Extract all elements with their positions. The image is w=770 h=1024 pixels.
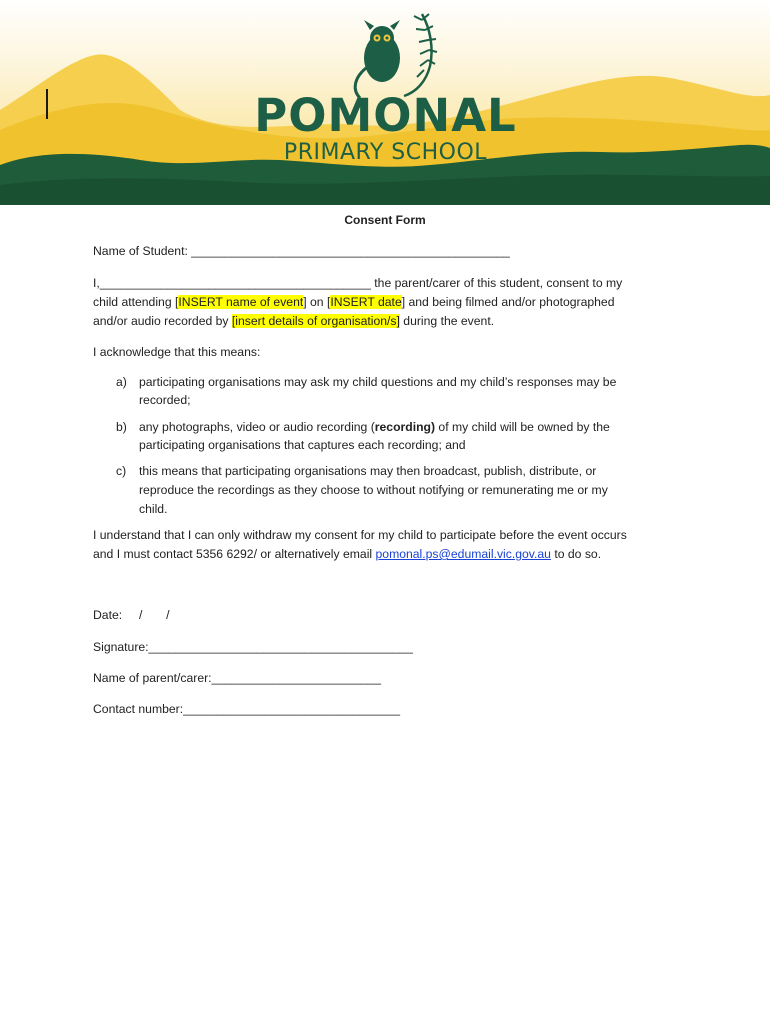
signature-field: Signature:_______________________________________ xyxy=(93,640,413,654)
list-marker-b: b) xyxy=(116,420,127,434)
school-subtitle: PRIMARY SCHOOL xyxy=(283,140,488,165)
acknowledge-heading: I acknowledge that this means: xyxy=(93,345,261,359)
list-item-a-line-2: recorded; xyxy=(139,393,191,407)
school-name: POMONAL xyxy=(254,89,517,142)
email-link[interactable]: pomonal.ps@edumail.vic.gov.au xyxy=(375,547,551,561)
form-title: Consent Form xyxy=(344,213,426,227)
list-item-c-line-3: child. xyxy=(139,502,168,516)
date-field: Date: / / xyxy=(93,608,170,622)
list-item-a-line-1: participating organisations may ask my child questions and my child’s responses may be xyxy=(139,375,617,389)
withdraw-line-1: I understand that I can only withdraw my consent for my child to participate before the event occurs xyxy=(93,528,627,542)
list-item-c-line-1: this means that participating organisations may then broadcast, publish, distribute, or xyxy=(139,464,597,478)
school-header-banner xyxy=(0,0,770,205)
withdraw-line-2: and I must contact 5356 6292/ or alternatively email pomonal.ps@edumail.vic.gov.au to do so. xyxy=(93,547,602,561)
organisation-placeholder: [insert details of organisation/s] xyxy=(231,314,400,328)
list-item-b-line-1: any photographs, video or audio recording (recording) of my child will be owned by the xyxy=(139,420,610,434)
event-name-placeholder: INSERT name of event xyxy=(178,295,304,309)
list-item-c-line-2: reproduce the recordings as they choose to without notifying or remunerating me or my xyxy=(139,483,608,497)
list-item-b-line-2: participating organisations that captures each recording; and xyxy=(139,438,466,452)
event-date-placeholder: INSERT date xyxy=(330,295,402,309)
contact-number-field: Contact number:________________________________ xyxy=(93,702,400,716)
text-cursor xyxy=(46,89,48,119)
list-marker-c: c) xyxy=(116,464,127,478)
parent-name-field: Name of parent/carer:_________________________ xyxy=(93,671,381,685)
consent-line-1: I,________________________________________ the parent/carer of this student, consent to my xyxy=(93,276,623,290)
student-name-field: Name of Student: _______________________________________________ xyxy=(93,244,510,258)
consent-line-2: child attending [INSERT name of event] on [INSERT date] and being filmed and/or photographed xyxy=(93,295,615,309)
consent-line-3: and/or audio recorded by [insert details of organisation/s] during the event. xyxy=(93,314,495,328)
list-marker-a: a) xyxy=(116,375,127,389)
